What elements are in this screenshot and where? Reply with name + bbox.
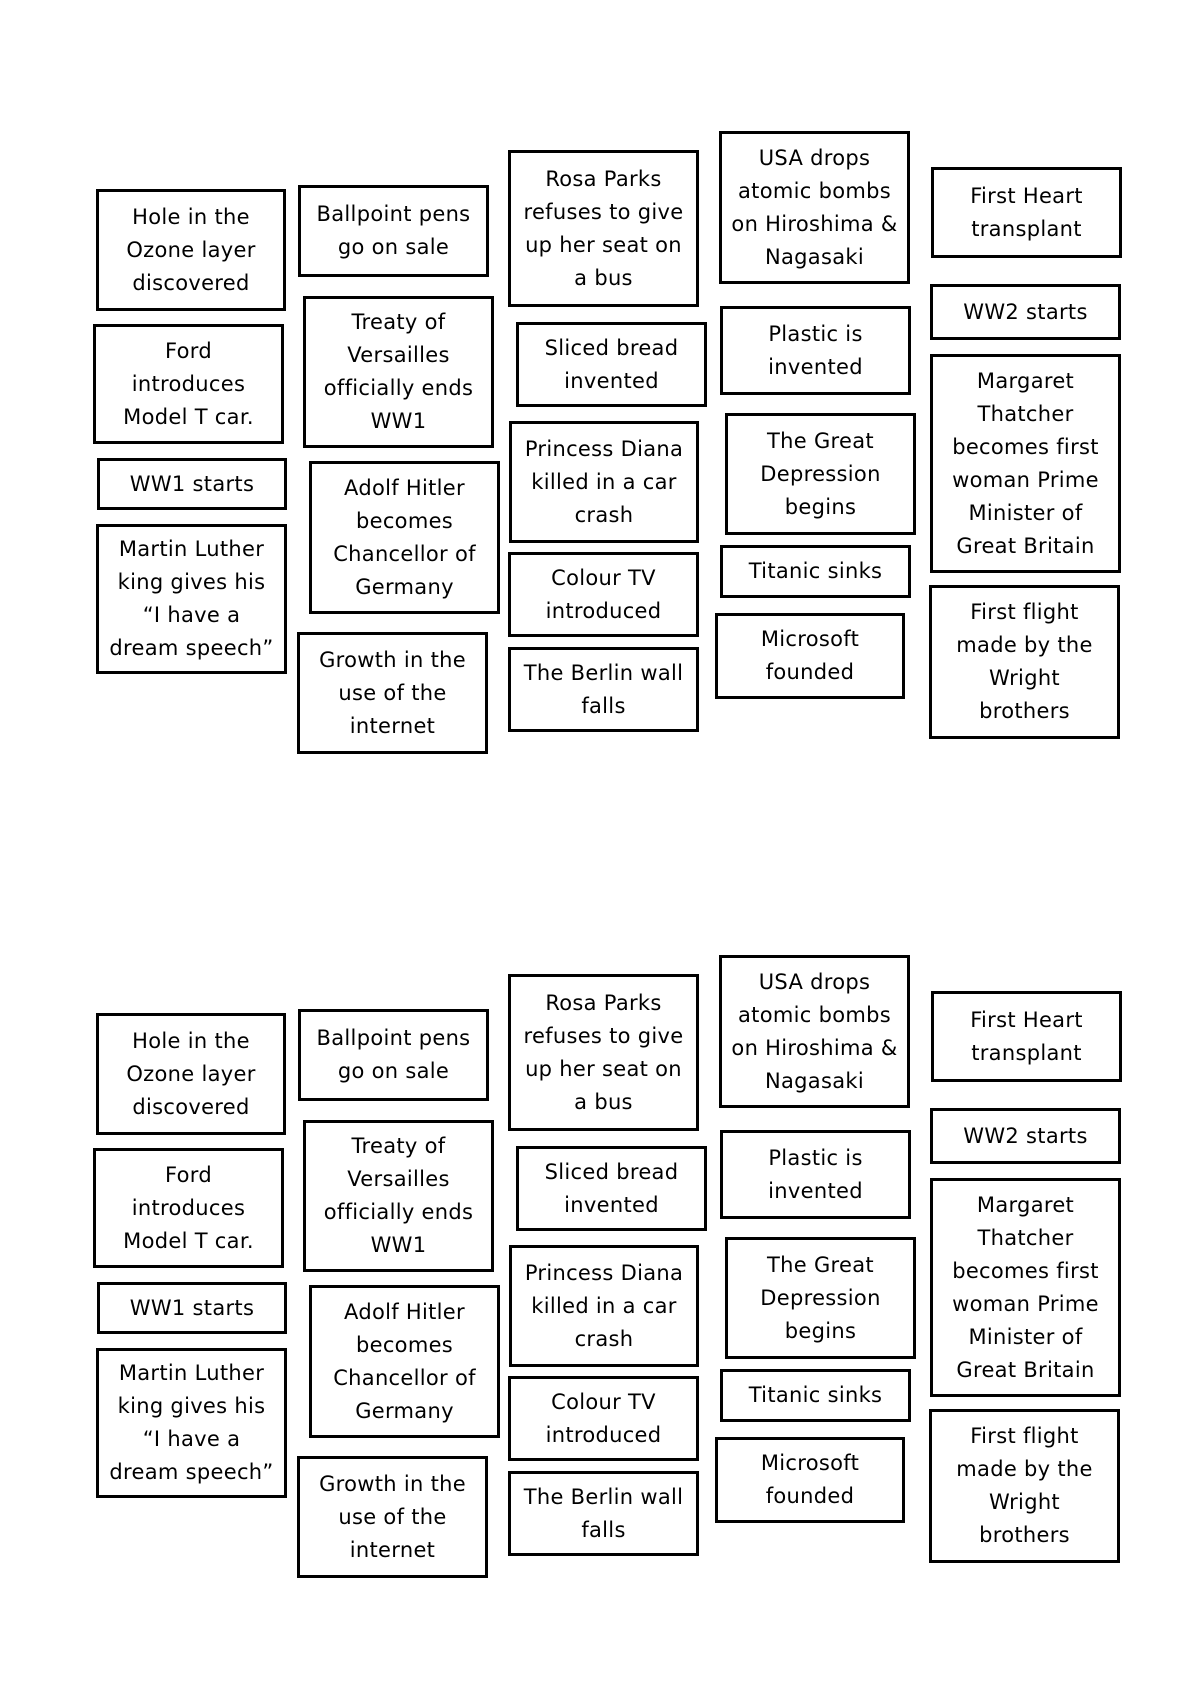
- event-card-model-t: [93, 1148, 284, 1268]
- event-card-atomic-bombs: [719, 955, 910, 1108]
- event-card-text: The Berlin wall falls: [523, 1484, 684, 1542]
- event-card-text: Growth in the use of the internet: [319, 647, 466, 738]
- event-card-text: Sliced bread invented: [544, 335, 679, 393]
- card-sheet-top: [0, 0, 1200, 760]
- event-card-model-t: [93, 324, 284, 444]
- event-card-text: Martin Luther king gives his “I have a dream speech”: [109, 537, 274, 660]
- event-card-ww1: [97, 458, 287, 510]
- event-card-text: First flight made by the Wright brothers: [956, 1424, 1093, 1547]
- event-card-text: Ballpoint pens go on sale: [316, 202, 471, 259]
- event-card-text: Hole in the Ozone layer discovered: [126, 204, 256, 295]
- event-card-great-depression: [725, 413, 916, 535]
- event-card-ww2: [930, 1108, 1121, 1164]
- event-card-berlin-wall: [508, 1471, 699, 1556]
- event-card-text: Margaret Thatcher becomes first woman Prime Minister of Great Britain: [952, 368, 1099, 558]
- event-card-text: USA drops atomic bombs on Hiroshima & Nagasaki: [731, 145, 898, 269]
- card-sheet-bottom: [0, 824, 1200, 1584]
- event-card-diana: [509, 1245, 699, 1367]
- event-card-heart-transplant: [931, 167, 1122, 258]
- event-card-ww2: [930, 284, 1121, 340]
- event-card-rosa-parks: [508, 150, 699, 307]
- event-card-wright-brothers: [929, 585, 1120, 739]
- event-card-heart-transplant: [931, 991, 1122, 1082]
- event-card-versailles: [303, 1120, 494, 1272]
- event-card-microsoft: [715, 613, 905, 699]
- event-card-thatcher: [930, 1178, 1121, 1397]
- event-card-thatcher: [930, 354, 1121, 573]
- event-card-ozone: [96, 1013, 286, 1135]
- event-card-internet: [297, 1456, 488, 1578]
- event-card-internet: [297, 632, 488, 754]
- event-card-wright-brothers: [929, 1409, 1120, 1563]
- event-card-versailles: [303, 296, 494, 448]
- event-card-text: The Great Depression begins: [760, 1252, 881, 1343]
- event-card-titanic: [720, 1369, 911, 1422]
- event-card-text: Ford introduces Model T car.: [123, 338, 254, 429]
- event-card-text: Ballpoint pens go on sale: [316, 1026, 471, 1083]
- event-card-text: Colour TV introduced: [545, 1389, 662, 1447]
- event-card-text: Colour TV introduced: [545, 565, 662, 623]
- event-card-text: Princess Diana killed in a car crash: [524, 436, 684, 527]
- event-card-ww1: [97, 1282, 287, 1334]
- event-card-text: Princess Diana killed in a car crash: [524, 1260, 684, 1351]
- event-card-text: Adolf Hitler becomes Chancellor of Germany: [333, 475, 476, 599]
- event-card-plastic: [720, 1130, 911, 1219]
- event-card-text: Adolf Hitler becomes Chancellor of Germany: [333, 1299, 476, 1423]
- event-card-ballpoint: [298, 1009, 489, 1101]
- event-card-ozone: [96, 189, 286, 311]
- event-card-atomic-bombs: [719, 131, 910, 284]
- event-card-text: USA drops atomic bombs on Hiroshima & Nagasaki: [731, 969, 898, 1093]
- event-card-text: First flight made by the Wright brothers: [956, 600, 1093, 723]
- event-card-text: Martin Luther king gives his “I have a dream speech”: [109, 1361, 274, 1484]
- event-card-text: Plastic is invented: [768, 321, 863, 379]
- event-card-text: Microsoft founded: [760, 627, 860, 684]
- event-card-text: The Berlin wall falls: [523, 660, 684, 718]
- event-card-titanic: [720, 545, 911, 598]
- event-card-sliced-bread: [516, 1146, 707, 1231]
- event-card-text: Treaty of Versailles officially ends WW1: [323, 310, 474, 433]
- event-card-text: WW1 starts: [129, 1295, 255, 1320]
- event-card-colour-tv: [508, 1376, 699, 1461]
- event-card-text: Titanic sinks: [748, 1383, 883, 1407]
- event-card-diana: [509, 421, 699, 543]
- event-card-text: The Great Depression begins: [760, 428, 881, 519]
- event-card-text: Rosa Parks refuses to give up her seat on a bus: [523, 990, 684, 1114]
- event-card-text: First Heart transplant: [970, 1007, 1083, 1065]
- event-card-text: Rosa Parks refuses to give up her seat on a bus: [523, 166, 684, 290]
- event-card-text: WW2 starts: [963, 299, 1088, 324]
- event-card-microsoft: [715, 1437, 905, 1523]
- event-card-rosa-parks: [508, 974, 699, 1131]
- event-card-text: Sliced bread invented: [544, 1159, 679, 1217]
- event-card-plastic: [720, 306, 911, 395]
- event-card-text: WW2 starts: [963, 1123, 1088, 1148]
- event-card-text: Margaret Thatcher becomes first woman Prime Minister of Great Britain: [952, 1192, 1099, 1382]
- event-card-text: Growth in the use of the internet: [319, 1471, 466, 1562]
- event-card-berlin-wall: [508, 647, 699, 732]
- event-card-text: Microsoft founded: [760, 1451, 860, 1508]
- event-card-text: Ford introduces Model T car.: [123, 1162, 254, 1253]
- event-card-text: First Heart transplant: [970, 183, 1083, 241]
- event-card-text: Treaty of Versailles officially ends WW1: [323, 1134, 474, 1257]
- event-card-text: Hole in the Ozone layer discovered: [126, 1028, 256, 1119]
- event-card-mlk: [96, 1348, 287, 1498]
- event-card-sliced-bread: [516, 322, 707, 407]
- event-card-text: Plastic is invented: [768, 1145, 863, 1203]
- event-card-colour-tv: [508, 552, 699, 637]
- event-card-text: Titanic sinks: [748, 559, 883, 583]
- event-card-hitler: [309, 461, 500, 614]
- event-card-great-depression: [725, 1237, 916, 1359]
- event-card-mlk: [96, 524, 287, 674]
- event-card-hitler: [309, 1285, 500, 1438]
- event-card-text: WW1 starts: [129, 471, 255, 496]
- event-card-ballpoint: [298, 185, 489, 277]
